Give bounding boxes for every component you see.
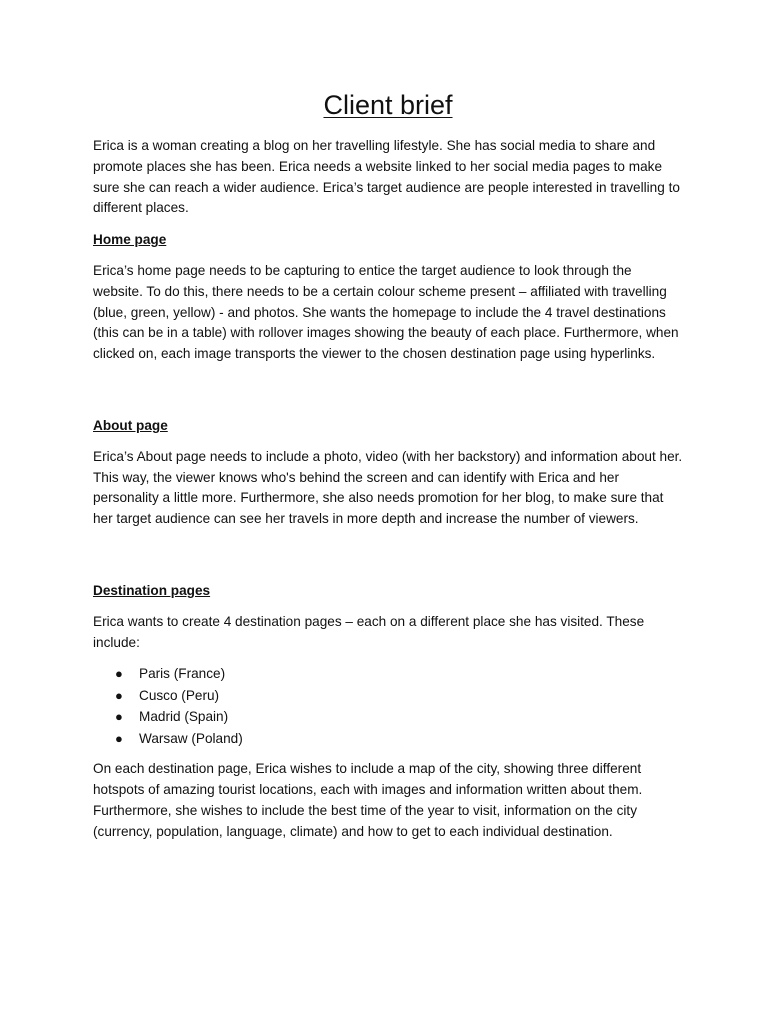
destination-name: Warsaw (Poland) [139, 730, 243, 746]
destination-pages-paragraph: On each destination page, Erica wishes to include a map of the city, showing three different hotspots of amazing tourist locations, each with images and information written about them. Furthermore, she wishes to include the best time of the year to visit, information on the city (currency, population, language, climate) and how to get to each individual destination. [93, 761, 643, 839]
bullet-icon: ● [115, 709, 123, 725]
destination-list [93, 663, 683, 749]
about-page-paragraph: Erica’s About page needs to include a photo, video (with her backstory) and information about her. This way, the viewer knows who's behind the screen and can identify with Erica and her personality a little more. Furthermore, she also needs promotion for her blog, to make sure that her target audience can see her travels in more depth and increase the number of viewers. [93, 448, 683, 527]
list-item [93, 685, 683, 707]
bullet-icon: ● [115, 666, 123, 682]
home-page-heading: Home page [93, 232, 167, 248]
document-page [93, 88, 683, 843]
destination-pages-heading: Destination pages [93, 582, 211, 598]
spacer [93, 365, 683, 405]
destination-name: Cusco (Peru) [139, 687, 220, 703]
home-page-paragraph: Erica’s home page needs to be capturing to entice the target audience to look through the website. To do this, there needs to be a certain colour scheme present – affiliated with travelling (blue, green, yellow) - and photos. She wants the homepage to include the 4 travel destinations (this can be in a table) with rollover images showing the beauty of each place. Furthermore, when clicked on, each image transports the viewer to the chosen destination page using hyperlinks. [93, 262, 679, 362]
spacer [93, 530, 683, 570]
intro-paragraph: Erica is a woman creating a blog on her travelling lifestyle. She has social media to share and promote places she has been. Erica needs a website linked to her social media pages to make sure she can reach a wider audience. Erica’s target audience are people interested in travelling to different places. [93, 138, 680, 216]
list-item [93, 706, 683, 728]
destination-name: Paris (France) [139, 666, 226, 682]
about-page-heading: About page [93, 417, 168, 433]
document-title: Client brief [323, 90, 453, 120]
bullet-icon: ● [115, 687, 123, 703]
destination-pages-intro: Erica wants to create 4 destination pages – each on a different place she has visited. These include: [93, 613, 645, 650]
destination-name: Madrid (Spain) [139, 709, 229, 725]
list-item [93, 728, 683, 750]
bullet-icon: ● [115, 730, 123, 746]
list-item [93, 663, 683, 685]
